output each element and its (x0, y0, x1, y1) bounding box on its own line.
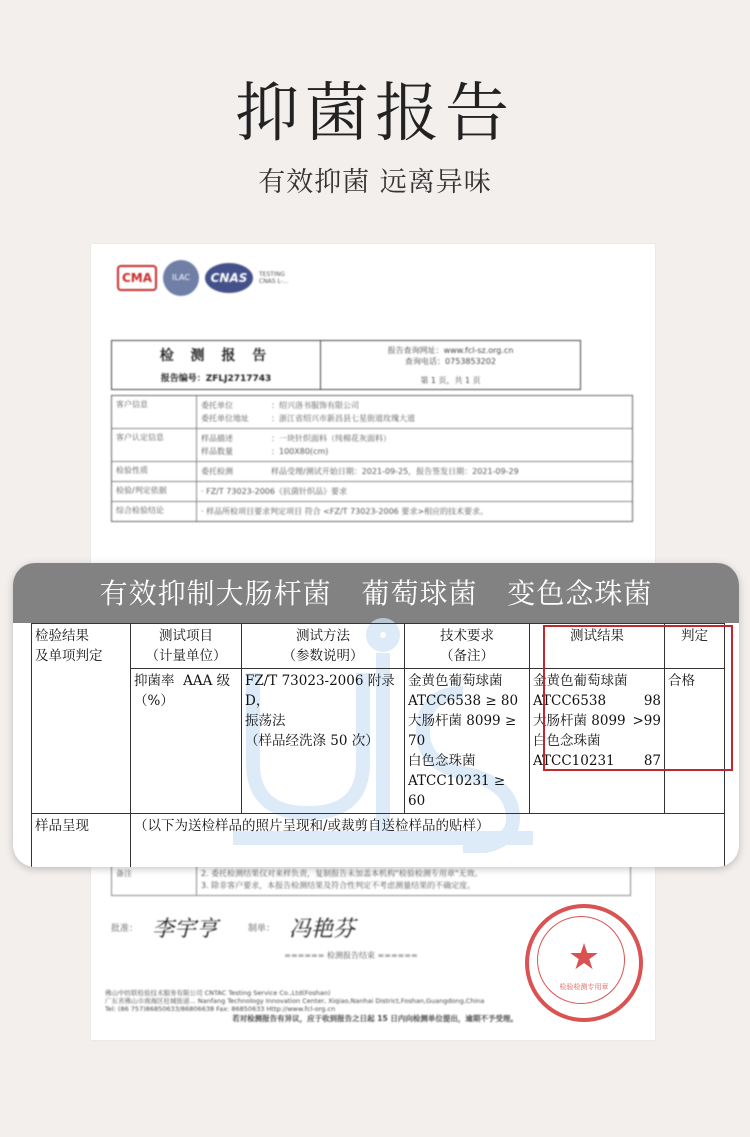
header-requirement: 技术要求 （备注） (405, 624, 530, 669)
report-page-number: 第 1 页，共 1 页 (420, 376, 481, 385)
sample-note: （以下为送检样品的照片呈现和/或裁剪自送检样品的贴样） (131, 814, 725, 868)
requirement-cell: 金黄色葡萄球菌 ATCC6538 ≥ 80 大肠杆菌 8099 ≥ 70 白色念珠菌 ATCC10231 ≥ 60 (405, 669, 530, 814)
report-website: 报告查询网址：www.fcl-sz.org.cn (387, 346, 514, 355)
cma-logo: CMA (117, 265, 157, 291)
maker-label: 制单： (248, 924, 276, 934)
row-key: 检验/判定依据 (112, 482, 197, 501)
notes-key: 备注 (112, 865, 197, 895)
table-row: 综合检验结论 · 样品所检项目要求判定项目 符合 <FZ/T 73023-2006 要求>相应的技术要求。 (112, 502, 632, 521)
ilac-logo-icon: ILAC (163, 260, 199, 296)
report-notes (111, 864, 631, 896)
table-row: 检验性质 委托检测 样品受理/测试开始日期：2021-09-25，报告签发日期：2021-09-29 (112, 462, 632, 482)
report-number: 报告编号：ZFLJ2717743 (160, 374, 272, 384)
maker-signature: 冯艳芬 (289, 917, 356, 942)
banner-item: 变色念珠菌 (507, 577, 653, 610)
table-header-row (32, 624, 725, 669)
verdict-cell: 合格 (665, 669, 725, 814)
report-info-table (111, 395, 633, 522)
cnas-logo-text: TESTING CNAS L-... (259, 271, 289, 285)
row-key: 检验性质 (112, 462, 197, 481)
page-subtitle: 有效抑菌 远离异味 (258, 167, 492, 198)
header-item: 测试项目 （计量单位） (131, 624, 242, 669)
page-title: 抑菌报告 (235, 77, 515, 151)
report-header (111, 340, 581, 390)
note-line: 2. 委托检测结果仅对来样负责，复制报告未加盖本机构"检验检测专用章"无效。 (201, 869, 483, 878)
table-row: 客户信息 委托单位 ：绍兴洛书服饰有限公司 委托单位地址 ：浙江省绍兴市新昌县七星街道玫瑰大道 (112, 396, 632, 429)
stamp-label: 检验检测专用章 (559, 983, 609, 991)
test-method-cell: FZ/T 73023-2006 附录 D， 振荡法 （样品经洗涤 50 次） (242, 669, 405, 814)
results-table (31, 623, 725, 867)
sample-label: 样品呈现 (32, 814, 131, 868)
callout-banner (13, 563, 739, 623)
result-cell: 金黄色葡萄球菌 ATCC6538 98 大肠杆菌 8099 >99 白色念珠菌 ATCC10231 87 (530, 669, 665, 814)
certification-logos (117, 260, 299, 296)
cnas-logo: CNAS (205, 263, 253, 293)
official-seal-stamp (525, 904, 643, 1022)
report-phone: 查询电话：0753853202 (405, 357, 496, 366)
approver-signature: 李宇亨 (152, 917, 219, 942)
table-row (32, 669, 725, 814)
row-key: 综合检验结论 (112, 502, 197, 521)
row-key: 客户信息 (112, 396, 197, 428)
report-footer: 佛山中纺联检验技术服务有限公司 CNTAC Testing Service Co.,Ltd(Foshan) 广东省佛山市南海区桂城街道... Nanfang Technology Innovation Center, Xiqiao,Nanhai District,Foshan,Guangdong,China Tel: (86 757)86850633/86806638 Fax: 86850633 Http://www.fcl-org.cn 若对检测报告有异议，应于收到报告之日起 15 日内向检测单位提出，逾期不予受理。 (105, 989, 518, 1023)
star-icon: ★ (567, 937, 601, 978)
note-line: 3. 除非客户要求，本报告检测结果及符合性判定不考虑测量结果的不确定度。 (201, 881, 476, 890)
banner-item: 葡萄球菌 (361, 577, 478, 610)
report-title: 检 测 报 告 (159, 348, 273, 364)
report-end-marker: ====== 检测报告结束 ====== (284, 951, 418, 960)
banner-item: 有效抑制大肠杆菌 (99, 577, 332, 610)
table-row (32, 814, 725, 868)
header-method: 测试方法 （参数说明） (242, 624, 405, 669)
header-verdict: 判定 (665, 624, 725, 669)
row-label: 检验结果 及单项判定 (32, 624, 131, 814)
table-row: 检验/判定依据 · FZ/T 73023-2006《抗菌针织品》要求 (112, 482, 632, 502)
test-item-cell: 抑菌率 AAA 级 （%） (131, 669, 242, 814)
results-callout (13, 563, 739, 867)
table-row: 客户认定信息 样品描述 ：一块针织面料（纯棉花灰面料） 样品数量 ：100X80(cm) (112, 429, 632, 462)
row-key: 客户认定信息 (112, 429, 197, 461)
approver-label: 批准： (111, 924, 139, 934)
header-result: 测试结果 (530, 624, 665, 669)
